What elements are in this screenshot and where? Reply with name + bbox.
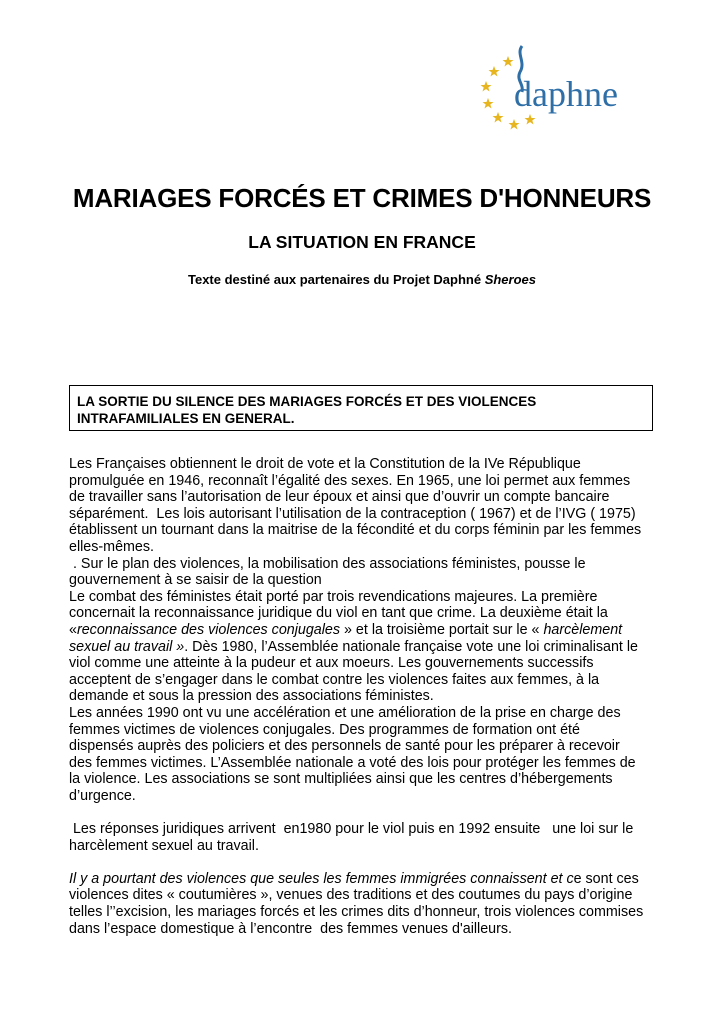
intro-line: Texte destiné aux partenaires du Projet Daphné Sheroes <box>188 272 536 287</box>
daphne-logo <box>470 40 655 135</box>
section-heading-box <box>69 385 653 431</box>
body-text: Les Françaises obtiennent le droit de vote et la Constitution de la IVe République promulguée en 1946, reconnaît l’égalité des sexes. En 1965, une loi permet aux femmes de travailler sans l’autorisation de leur époux et ainsi que d’ouvrir un compte bancaire séparément. Les lois autorisant l’utilisation de la contraception ( 1967) et de l’IVG ( 1975) établissent un tournant dans la maitrise de la fécondité et du corps féminin par les femmes elles-mêmes. . Sur le plan des violences, la mobilisation des associations féministes, pousse le gouvernement à se saisir de la question Le combat des féministes était porté par trois revendications majeures. La première concernait la reconnaissance juridique du viol en tant que crime. La deuxième était la «reconnaissance des violences conjugales » et la troisième portait sur le « harcèlement sexuel au travail ». Dès 1980, l’Assemblée nationale française vote une loi criminalisant le viol comme une atteinte à la pudeur et aux moeurs. Les gouvernements successifs acceptent de s’engager dans le combat contre les violences faites aux femmes, à la demande et sous la pression des associations féministes. Les années 1990 ont vu une accélération et une amélioration de la prise en charge des femmes victimes de violences conjugales. Des programmes de formation ont été dispensés auprès des policiers et des personnels de santé pour les préparer à recevoir des femmes victimes. L’Assemblée nationale a voté des lois pour protéger les femmes de la violence. Les associations se sont multipliées ainsi que les centres d’hébergements d’urgence. Les réponses juridiques arrivent en1980 pour le viol puis en 1992 ensuite une loi sur le harcèlement sexuel au travail. Il y a pourtant des violences que seules les femmes immigrées connaissent et ce sont ces violences dites « coutumières », venues des traditions et des coutumes du pays d’origine telles l’’excision, les mariages forcés et les crimes dits d’honneur, trois violences commises dans l’espace domestique à l’encontre des femmes venues d'ailleurs. <box>69 456 644 937</box>
box-line: LA SORTIE DU SILENCE DES MARIAGES FORCÉS ET DES VIOLENCES <box>77 394 537 409</box>
page-title: MARIAGES FORCÉS ET CRIMES D'HONNEURS <box>72 183 652 213</box>
page-subtitle: LA SITUATION EN FRANCE <box>248 232 476 252</box>
logo-text: daphne <box>514 74 618 114</box>
box-line: INTRAFAMILIALES EN GENERAL. <box>77 411 295 426</box>
